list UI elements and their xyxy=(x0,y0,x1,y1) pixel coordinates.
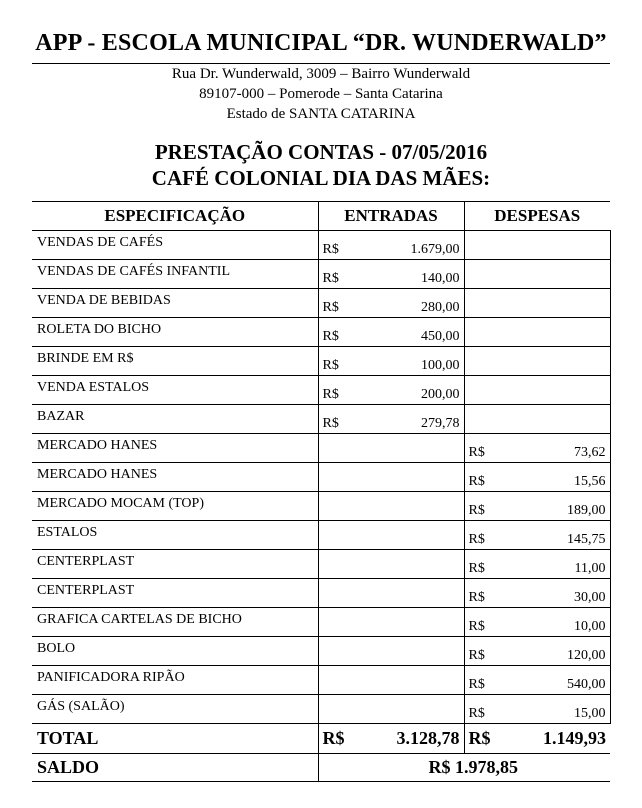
row-entrada-cell xyxy=(318,260,464,289)
row-entrada-value: 140,00 xyxy=(421,270,460,286)
row-despesa-value: 120,00 xyxy=(567,647,606,663)
row-entrada-cell xyxy=(318,463,464,492)
row-specification: BRINDE EM R$ xyxy=(32,347,318,376)
table-row xyxy=(32,318,610,347)
row-despesa-cell xyxy=(464,637,610,666)
row-entrada-value: 100,00 xyxy=(421,357,460,373)
currency-symbol: R$ xyxy=(468,589,485,605)
row-entrada-cell xyxy=(318,289,464,318)
table-row xyxy=(32,347,610,376)
row-specification: MERCADO HANES xyxy=(32,434,318,463)
table-row xyxy=(32,608,610,637)
row-despesa-value: 15,56 xyxy=(574,473,606,489)
table-row xyxy=(32,434,610,463)
row-specification: VENDAS DE CAFÉS xyxy=(32,231,318,260)
row-despesa-cell xyxy=(464,434,610,463)
row-specification: MERCADO MOCAM (TOP) xyxy=(32,492,318,521)
total-entradas-cell xyxy=(318,724,464,754)
row-entrada-cell xyxy=(318,521,464,550)
total-despesas-cell xyxy=(464,724,610,754)
total-row xyxy=(32,724,610,754)
table-row xyxy=(32,637,610,666)
row-entrada-value: 279,78 xyxy=(421,415,460,431)
table-row xyxy=(32,550,610,579)
row-despesa-value: 189,00 xyxy=(567,502,606,518)
currency-symbol: R$ xyxy=(468,560,485,576)
currency-symbol: R$ xyxy=(468,502,485,518)
row-specification: CENTERPLAST xyxy=(32,579,318,608)
row-despesa-cell xyxy=(464,550,610,579)
table-row xyxy=(32,492,610,521)
currency-symbol: R$ xyxy=(468,705,485,721)
currency-symbol: R$ xyxy=(322,241,339,257)
row-despesa-value: 540,00 xyxy=(567,676,606,692)
address-line-1: Rua Dr. Wunderwald, 3009 – Bairro Wunderwald xyxy=(171,66,471,82)
currency-symbol: R$ xyxy=(322,328,339,344)
row-despesa-cell xyxy=(464,463,610,492)
row-despesa-cell xyxy=(464,376,610,405)
row-specification: PANIFICADORA RIPÃO xyxy=(32,666,318,695)
row-entrada-cell xyxy=(318,637,464,666)
row-despesa-cell xyxy=(464,318,610,347)
row-despesa-value: 145,75 xyxy=(567,531,606,547)
table-header-row xyxy=(32,202,610,231)
row-entrada-cell xyxy=(318,376,464,405)
row-entrada-value: 200,00 xyxy=(421,386,460,402)
table-row xyxy=(32,289,610,318)
saldo-row xyxy=(32,754,610,782)
table-row xyxy=(32,463,610,492)
currency-symbol: R$ xyxy=(468,473,485,489)
row-specification: VENDA DE BEBIDAS xyxy=(32,289,318,318)
row-despesa-cell xyxy=(464,695,610,724)
total-label: TOTAL xyxy=(32,724,318,754)
row-despesa-value: 10,00 xyxy=(574,618,606,634)
row-specification: VENDA ESTALOS xyxy=(32,376,318,405)
address-line-2: 89107-000 – Pomerode – Santa Catarina xyxy=(199,86,443,102)
row-despesa-cell xyxy=(464,405,610,434)
currency-symbol: R$ xyxy=(468,728,491,748)
table-row xyxy=(32,376,610,405)
row-despesa-cell xyxy=(464,666,610,695)
row-entrada-value: 1.679,00 xyxy=(410,241,460,257)
row-entrada-cell xyxy=(318,695,464,724)
row-despesa-cell xyxy=(464,608,610,637)
currency-symbol: R$ xyxy=(468,647,485,663)
currency-symbol: R$ xyxy=(322,386,339,402)
table-row xyxy=(32,666,610,695)
total-despesas-value: 1.149,93 xyxy=(543,728,606,748)
row-entrada-cell xyxy=(318,405,464,434)
row-despesa-cell xyxy=(464,521,610,550)
saldo-value: R$ 1.978,85 xyxy=(428,757,518,777)
title-divider xyxy=(32,63,610,64)
row-entrada-cell xyxy=(318,318,464,347)
total-entradas-value: 3.128,78 xyxy=(396,728,460,748)
currency-symbol: R$ xyxy=(322,415,339,431)
document-title: APP - ESCOLA MUNICIPAL “DR. WUNDERWALD” xyxy=(35,30,607,56)
row-specification: MERCADO HANES xyxy=(32,463,318,492)
row-entrada-cell xyxy=(318,434,464,463)
table-row xyxy=(32,260,610,289)
currency-symbol: R$ xyxy=(322,299,339,315)
row-entrada-cell xyxy=(318,666,464,695)
table-row xyxy=(32,231,610,260)
row-entrada-cell xyxy=(318,231,464,260)
row-entrada-cell xyxy=(318,550,464,579)
row-despesa-cell xyxy=(464,347,610,376)
row-despesa-cell xyxy=(464,260,610,289)
row-specification: ESTALOS xyxy=(32,521,318,550)
table-body xyxy=(32,231,610,724)
report-heading: PRESTAÇÃO CONTAS - 07/05/2016 xyxy=(154,140,488,164)
currency-symbol: R$ xyxy=(322,270,339,286)
column-header-despesas: DESPESAS xyxy=(464,202,610,231)
currency-symbol: R$ xyxy=(322,728,345,748)
currency-symbol: R$ xyxy=(468,444,485,460)
row-despesa-cell xyxy=(464,231,610,260)
row-entrada-cell xyxy=(318,347,464,376)
row-despesa-cell xyxy=(464,289,610,318)
row-despesa-value: 73,62 xyxy=(574,444,606,460)
column-header-especificacao: ESPECIFICAÇÃO xyxy=(32,202,318,231)
row-specification: GRAFICA CARTELAS DE BICHO xyxy=(32,608,318,637)
currency-symbol: R$ xyxy=(468,676,485,692)
saldo-label: SALDO xyxy=(32,754,318,782)
event-heading: CAFÉ COLONIAL DIA DAS MÃES: xyxy=(151,166,491,190)
row-despesa-value: 30,00 xyxy=(574,589,606,605)
row-specification: ROLETA DO BICHO xyxy=(32,318,318,347)
currency-symbol: R$ xyxy=(322,357,339,373)
table-row xyxy=(32,579,610,608)
row-specification: GÁS (SALÃO) xyxy=(32,695,318,724)
row-specification: BAZAR xyxy=(32,405,318,434)
column-header-entradas: ENTRADAS xyxy=(318,202,464,231)
row-despesa-value: 11,00 xyxy=(574,560,606,576)
row-entrada-value: 450,00 xyxy=(421,328,460,344)
table-row xyxy=(32,521,610,550)
currency-symbol: R$ xyxy=(468,618,485,634)
currency-symbol: R$ xyxy=(468,531,485,547)
row-entrada-cell xyxy=(318,492,464,521)
address-line-3: Estado de SANTA CATARINA xyxy=(226,106,416,122)
row-specification: BOLO xyxy=(32,637,318,666)
row-specification: CENTERPLAST xyxy=(32,550,318,579)
saldo-cell xyxy=(318,754,610,782)
row-despesa-value: 15,00 xyxy=(574,705,606,721)
row-entrada-cell xyxy=(318,608,464,637)
accounts-table xyxy=(32,201,611,782)
row-entrada-value: 280,00 xyxy=(421,299,460,315)
row-despesa-cell xyxy=(464,492,610,521)
row-specification: VENDAS DE CAFÉS INFANTIL xyxy=(32,260,318,289)
table-row xyxy=(32,405,610,434)
row-entrada-cell xyxy=(318,579,464,608)
row-despesa-cell xyxy=(464,579,610,608)
table-row xyxy=(32,695,610,724)
